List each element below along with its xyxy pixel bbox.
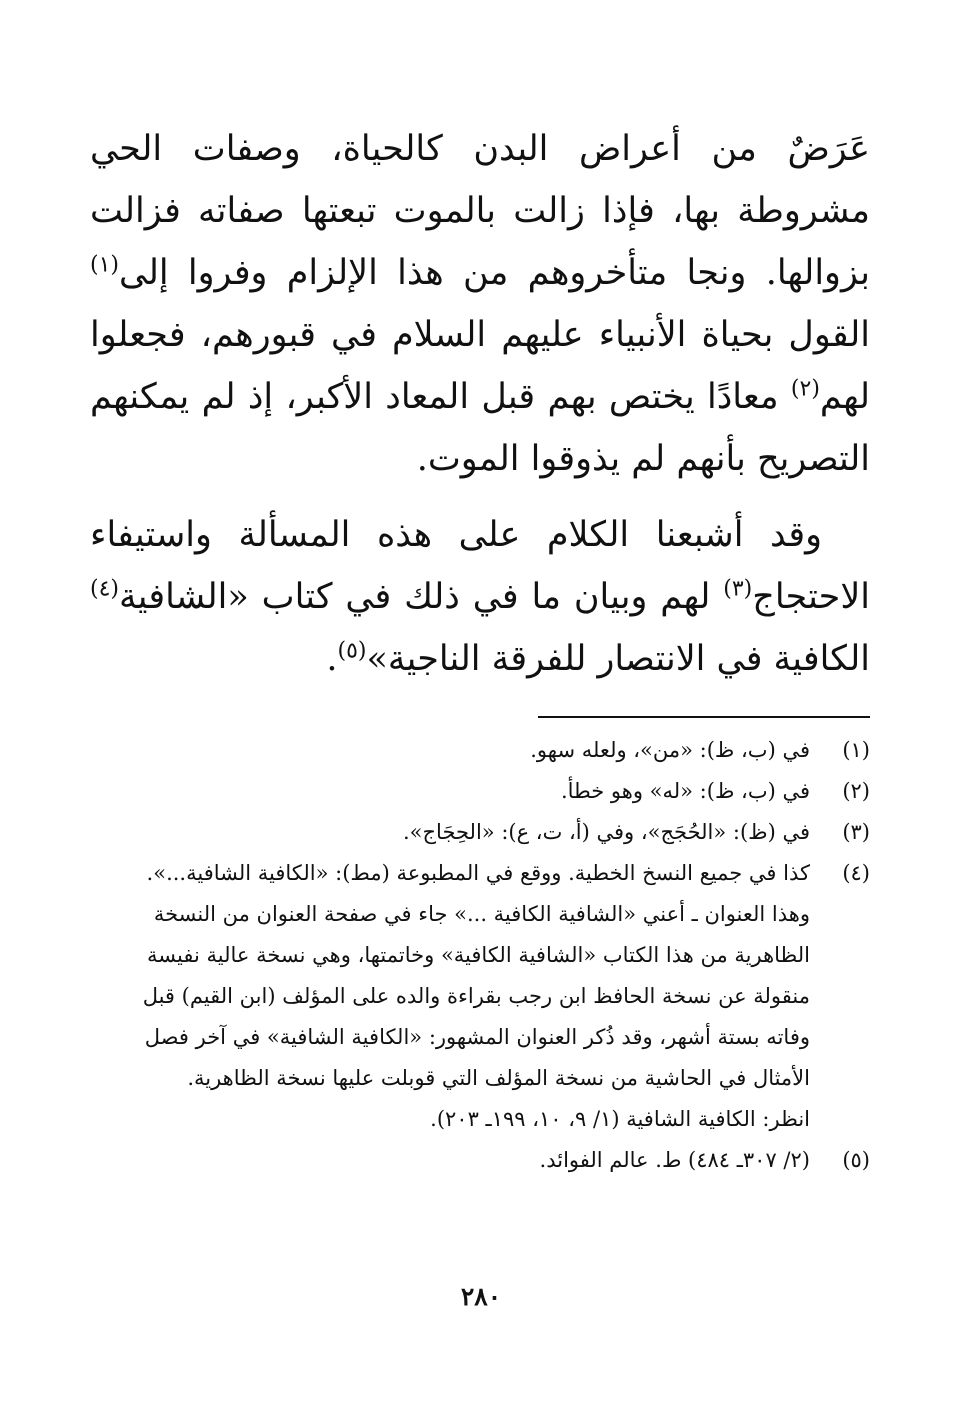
footnote-ref-2[interactable]: (٢) [790,376,820,402]
footnote-text [90,1140,810,1181]
footnote-ref-1[interactable]: (١) [90,252,120,278]
footnote-line: وهذا العنوان ـ أعني «الشافية الكافية ...» جاء في صفحة العنوان من النسخة [153,902,810,926]
paragraph-2 [90,504,870,690]
footnote-line: الأمثال في الحاشية من نسخة المؤلف التي قوبلت عليها نسخة الظاهرية. [187,1066,810,1090]
footnote-line: الظاهرية من هذا الكتاب «الشافية الكافية» وخاتمتها، وهي نسخة عالية نفيسة [147,943,810,967]
footnote-text [90,853,810,1140]
footnote-separator [538,716,870,718]
footnote-line: في (ب، ظ): «له» وهو خطأ. [560,779,810,803]
footnote-text [90,771,810,812]
footnote-number: (٥) [842,1148,870,1172]
footnote-3 [90,812,870,853]
text-run: وقد أشبعنا الكلام على هذه المسألة واستيفاء الاحتجاج [90,515,870,617]
footnote-ref-4[interactable]: (٤) [90,576,120,602]
footnote-text [90,730,810,771]
footnote-line: وفاته بستة أشهر، وقد ذُكر العنوان المشهور: «الكافية الشافية» في آخر فصل [144,1025,810,1049]
text-run: . [326,639,338,679]
footnote-number: (٢) [842,779,870,803]
paragraph-1 [90,118,870,490]
text-run: معادًا يختص بهم قبل المعاد الأكبر، إذ لم يمكنهم التصريح بأنهم لم يذوقوا الموت. [90,377,870,479]
footnote-line: في (ب، ظ): «من»، ولعله سهو. [530,738,810,762]
footnote-5 [90,1140,870,1181]
footnote-line: انظر: الكافية الشافية (١/ ٩، ١٠، ١٩٩ـ ٢٠٣). [430,1107,810,1131]
text-run: الكافية في الانتصار للفرقة الناجية» [366,639,870,679]
footnote-line: كذا في جميع النسخ الخطية. ووقع في المطبوعة (مط): «الكافية الشافية...». [146,861,810,885]
main-text [90,118,870,704]
footnote-ref-5[interactable]: (٥) [337,638,367,664]
footnote-line: منقولة عن نسخة الحافظ ابن رجب بقراءة والده على المؤلف (ابن القيم) قبل [142,984,810,1008]
text-run: عَرَضٌ من أعراض البدن كالحياة، وصفات الحي مشروطة بها، فإذا زالت بالموت تبعتها صفاته فزالت بزوالها. ونجا متأخروهم من هذا الإلزام وفروا إلى [90,129,870,293]
page-number: ٢٨٠ [460,1282,502,1311]
footnote-2 [90,771,870,812]
text-run: القول بحياة الأنبياء عليهم السلام في قبورهم، فجعلوا لهم [90,315,871,417]
footnote-ref-3[interactable]: (٣) [723,576,753,602]
footnotes [90,730,870,1181]
footnote-line: في (ظ): «الحُجَج»، وفي (أ، ت، ع): «الحِجَاج». [402,820,810,844]
footnote-number: (٣) [842,820,870,844]
footnote-text [90,812,810,853]
footnote-number: (١) [842,738,870,762]
footnote-1 [90,730,870,771]
text-run: لهم وبيان ما في ذلك في كتاب «الشافية [119,577,724,617]
footnote-4 [90,853,870,1140]
footnote-line: (٢/ ٣٠٧ـ ٤٨٤) ط. عالم الفوائد. [539,1148,810,1172]
footnote-number: (٤) [842,861,870,885]
